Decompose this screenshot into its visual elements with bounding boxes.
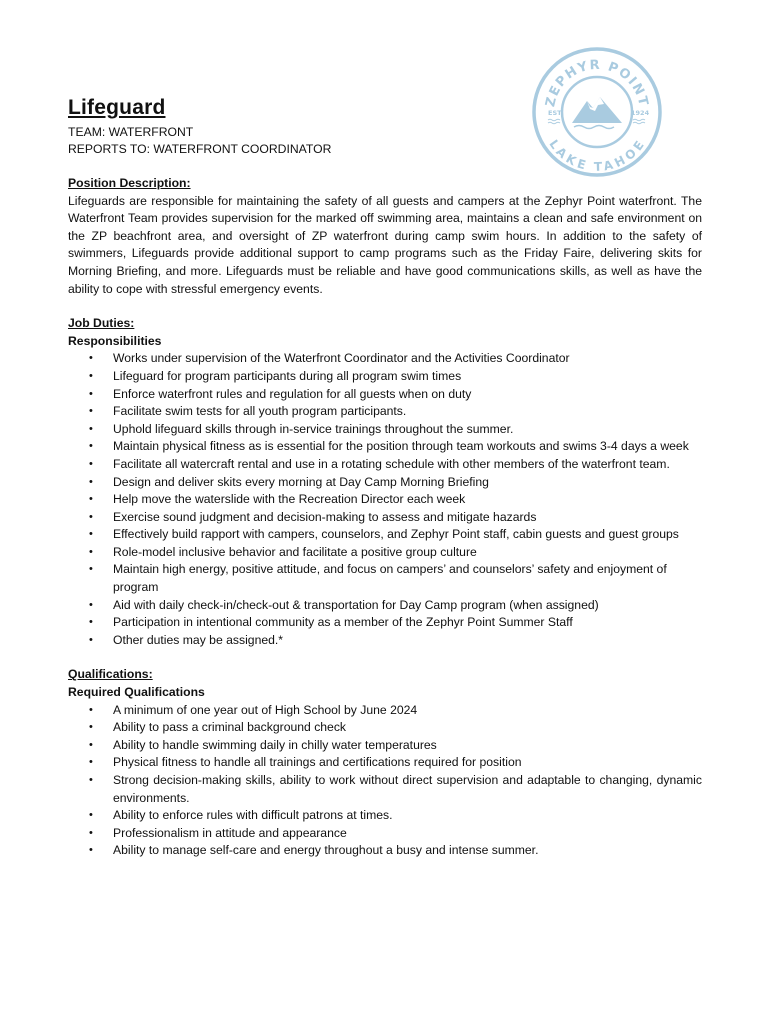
list-item: • Physical fitness to handle all trainings and certifications required for position [89,755,522,770]
list-item: • Other duties may be assigned.* [89,632,284,647]
list-item: • Effectively build rapport with campers, counselors, and Zephyr Point staff, cabin guests and guest groups [89,527,679,542]
logo-est-text: EST. [548,109,564,117]
duties-list [68,350,702,649]
list-item: • Facilitate swim tests for all youth program participants. [89,404,407,419]
qualifications-heading: Qualifications: [68,667,153,682]
logo-bottom-text: LAKE TAHOE [546,137,648,174]
reports-to-line: REPORTS TO: WATERFRONT COORDINATOR [68,142,332,156]
required-qualifications-subheading: Required Qualifications [68,685,205,700]
list-item: • Aid with daily check-in/check-out & transportation for Day Camp program (when assigned) [89,597,599,612]
list-item: • Role-model inclusive behavior and facilitate a positive group culture [89,544,477,559]
list-item: • Ability to pass a criminal background check [89,720,347,735]
duties-heading: Job Duties: [68,316,135,331]
svg-text:LAKE TAHOE [546,137,647,174]
list-item: • Maintain physical fitness as is essential for the position through team workouts and swims 3-4 days a week [89,439,689,454]
list-item: • Ability to enforce rules with difficult patrons at times. [89,808,393,823]
list-item: • Strong decision-making skills, ability to work without direct supervision and adaptable to changing, dynamic environments. [89,773,702,805]
mountain-icon [572,97,622,129]
page-title: Lifeguard [68,96,166,119]
document-body [68,175,702,860]
team-line: TEAM: WATERFRONT [68,125,194,139]
list-item: • Design and deliver skits every morning at Day Camp Morning Briefing [89,474,489,489]
logo-year-text: 1924 [631,109,650,117]
list-item: • Exercise sound judgment and decision-making to assess and mitigate hazards [89,509,537,524]
list-item: • Ability to handle swimming daily in chilly water temperatures [89,737,437,752]
list-item: • Works under supervision of the Waterfront Coordinator and the Activities Coordinator [89,351,570,366]
position-heading: Position Description: [68,176,191,190]
zephyr-point-logo [532,47,662,177]
position-description: Lifeguards are responsible for maintaining the safety of all guests and campers at the Zephyr Point waterfront. The Waterfront Team provides supervision for the marked off swimming area, maintains a clean and safe environment on the ZP beachfront area, and oversight of ZP waterfront during camp swim hours. In addition to the safety of swimmers, Lifeguards provide additional support to camp programs such as the Friday Faire, delivering skits for Morning Briefing, and more. Lifeguards must be reliable and have good communications skills, as well as have the ability to cope with stressful emergency events. [68,193,702,296]
list-item: • Maintain high energy, positive attitude, and focus on campers’ and counselors’ safety and enjoyment of program [89,562,667,595]
list-item: • A minimum of one year out of High School by June 2024 [89,702,418,717]
list-item: • Facilitate all watercraft rental and use in a rotating schedule with other members of the waterfront team. [89,456,670,471]
logo-top-text: ZEPHYR POINT [543,57,651,109]
job-meta [68,124,331,158]
list-item: • Lifeguard for program participants during all program swim times [89,368,462,383]
list-item: • Help move the waterslide with the Recreation Director each week [89,492,466,507]
list-item: • Participation in intentional community as a member of the Zephyr Point Summer Staff [89,615,573,630]
list-item: • Uphold lifeguard skills through in-service trainings throughout the summer. [89,421,514,436]
list-item: • Professionalism in attitude and appearance [89,825,347,840]
responsibilities-subheading: Responsibilities [68,333,162,348]
list-item: • Enforce waterfront rules and regulation for all guests when on duty [89,386,472,401]
svg-text:ZEPHYR POINT [543,58,651,109]
list-item: • Ability to manage self-care and energy throughout a busy and intense summer. [89,843,539,858]
qualifications-list [68,702,702,860]
